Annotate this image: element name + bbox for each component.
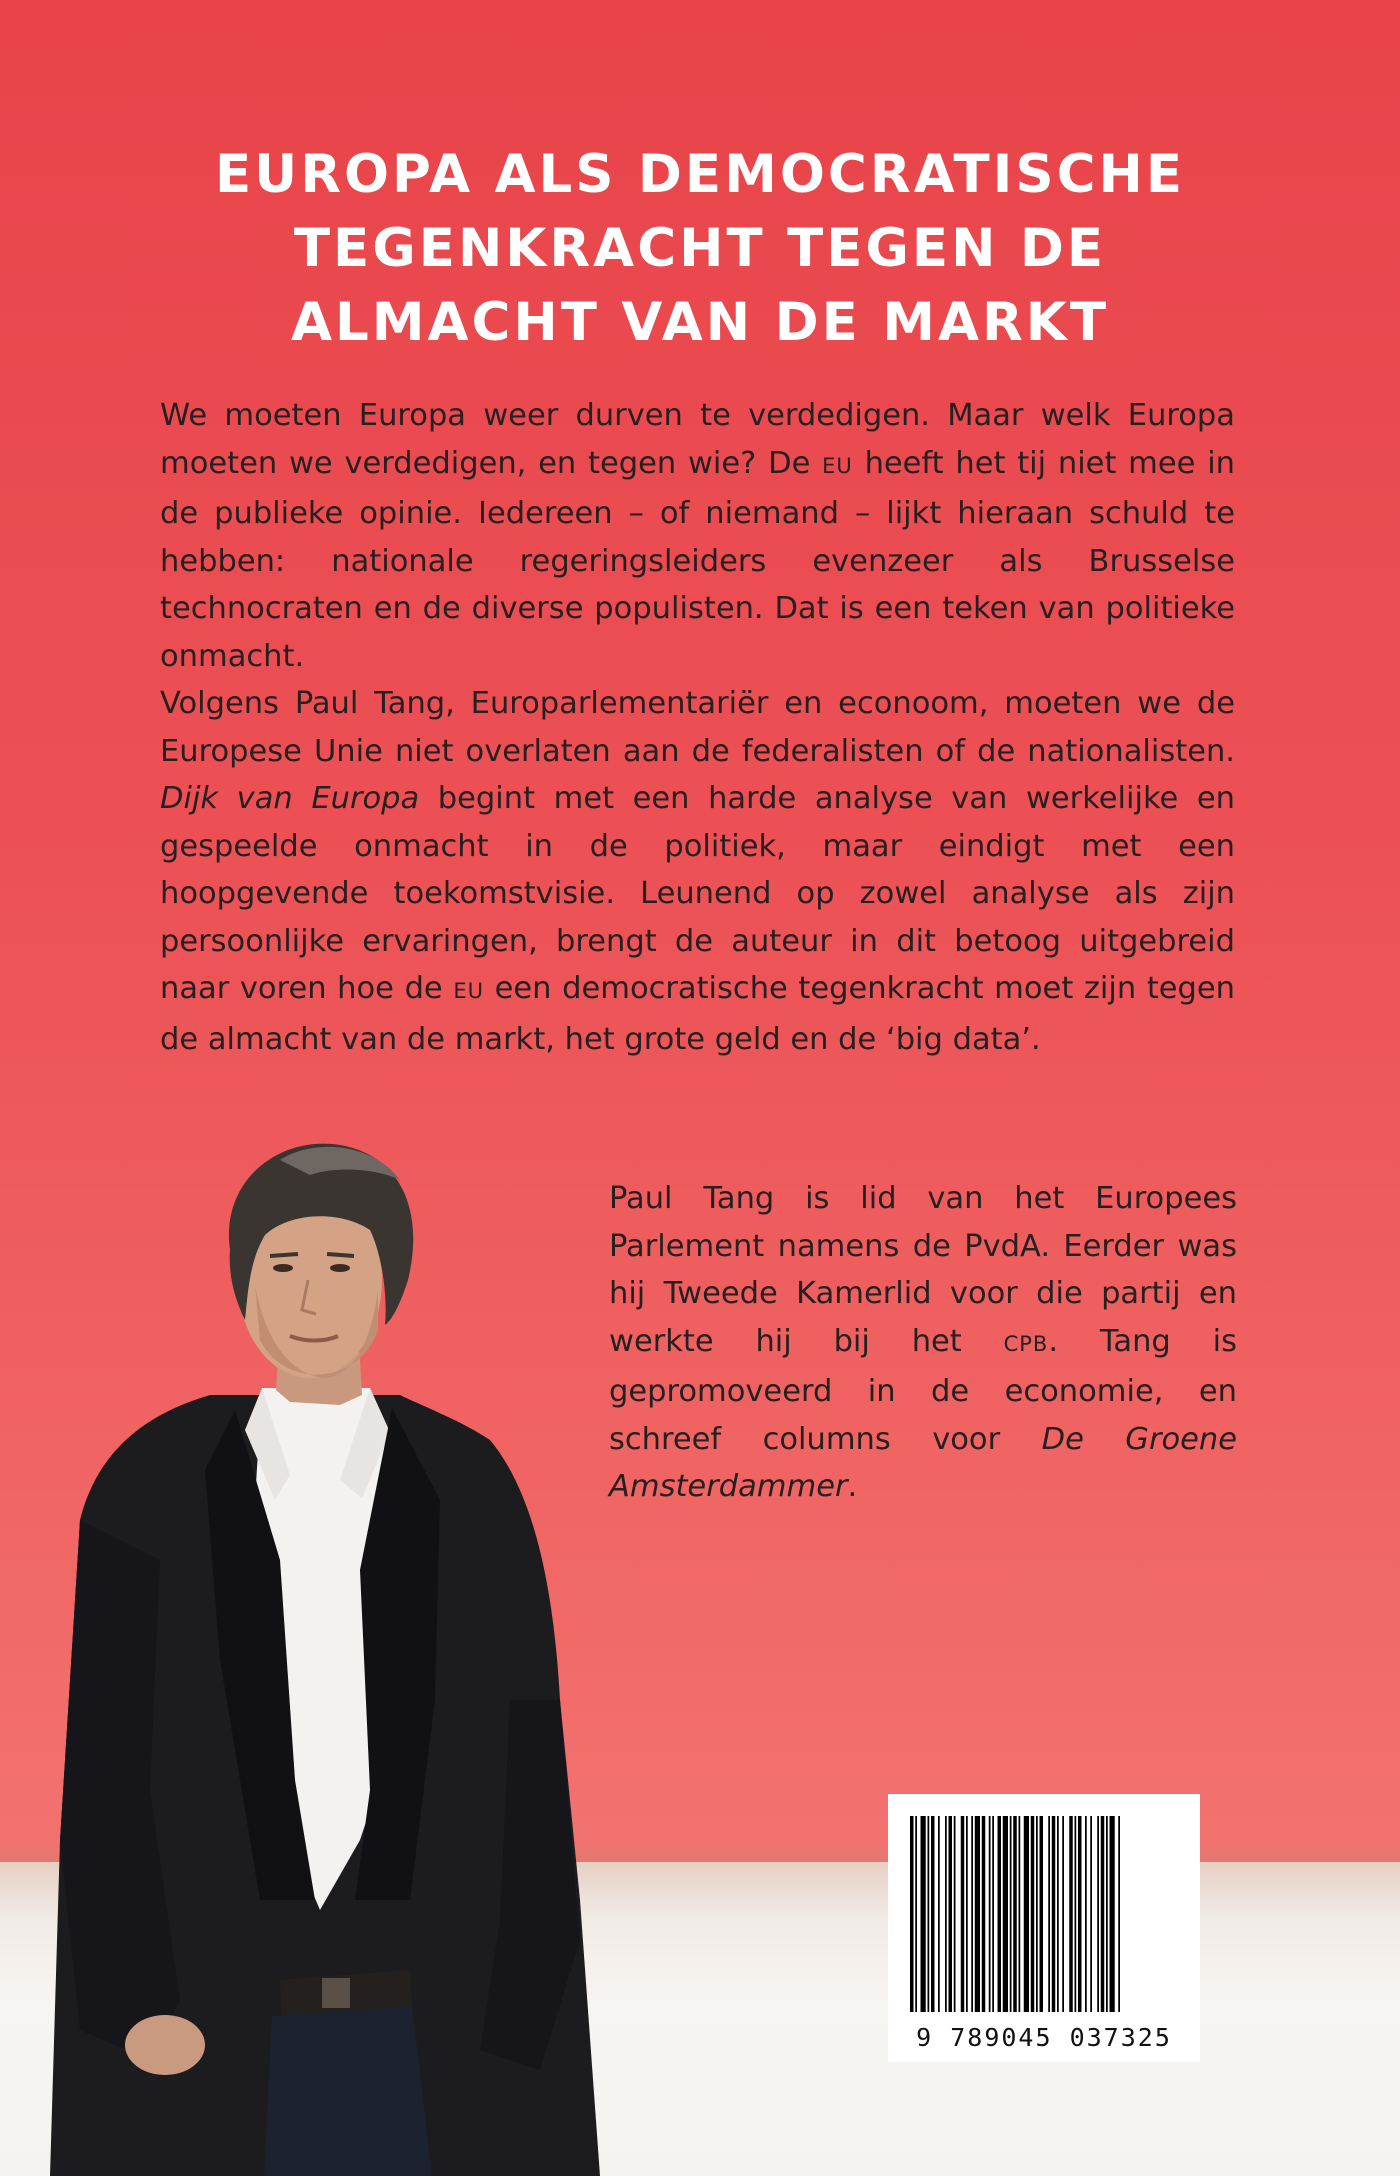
barcode-stripe (1085, 1816, 1087, 2012)
blurb-p1-text-b: heeft het tij niet mee in de publieke opinie. Iedereen – of niemand – lijkt hieraan schuld te hebben: nationale regeringsleiders evenzeer als Brusselse technocraten en de diverse populisten. Dat is een teken van politieke onmacht. (160, 445, 1235, 674)
barcode-stripe (1019, 1816, 1021, 2012)
cpb-abbreviation: CPB (1003, 1331, 1049, 1356)
barcode-stripe (998, 1816, 1002, 2012)
barcode-stripe (971, 1816, 973, 2012)
magazine-title: De Groene Amsterdammer (609, 1421, 1237, 1504)
barcode-stripe (928, 1816, 930, 2012)
barcode-stripe (1031, 1816, 1035, 2012)
book-title: Dijk van Europa (160, 781, 420, 816)
barcode-stripe (1024, 1816, 1029, 2012)
blurb-p1-text-a: We moeten Europa weer durven te verdedigen. Maar welk Europa moeten we verdedigen, en tegen wie? De (160, 398, 1235, 481)
barcode-stripe (921, 1816, 926, 2012)
bio-text-a: Paul Tang is lid van het Europees Parlement namens de PvdA. Eerder was hij Tweede Kamerlid voor die partij en werkte hij bij het (609, 1181, 1237, 1359)
barcode-stripe (1013, 1816, 1017, 2012)
blurb-p2-text-c: een democratische tegenkracht moet zijn tegen de almacht van de markt, het grote geld en de ‘big data’. (160, 971, 1236, 1057)
isbn-number: 9 789045 037325 (916, 2023, 1172, 2052)
headline (140, 138, 1260, 360)
blurb-paragraph-1 (160, 392, 1235, 680)
barcode-stripe (982, 1816, 986, 2012)
eu-abbreviation: EU (453, 979, 484, 1003)
author-bio (609, 1175, 1237, 1511)
barcode-stripe (949, 1816, 953, 2012)
author-photo (40, 1140, 600, 2176)
barcode-stripe (975, 1816, 980, 2012)
eu-abbreviation: EU (822, 453, 853, 478)
barcode-stripe (1036, 1816, 1038, 2012)
barcode-stripe (1106, 1816, 1108, 2012)
author-bio-text (609, 1175, 1237, 1511)
barcode-stripe (1069, 1816, 1073, 2012)
blurb-paragraph-2 (160, 680, 1235, 1063)
barcode-stripe (966, 1816, 968, 2012)
barcode-stripe (961, 1816, 965, 2012)
barcode-stripe (954, 1816, 956, 2012)
barcode-stripe (1040, 1816, 1044, 2012)
barcode-stripe (1101, 1816, 1105, 2012)
barcode-stripe (1057, 1816, 1059, 2012)
barcode-stripe (1075, 1816, 1077, 2012)
barcode-stripe (938, 1816, 940, 2012)
barcode-stripe (945, 1816, 947, 2012)
barcode-stripe (1048, 1816, 1050, 2012)
barcode-stripe (915, 1816, 917, 2012)
barcode-stripe (1078, 1816, 1082, 2012)
blurb (160, 392, 1235, 1063)
barcode-bars (910, 1816, 1178, 2012)
barcode-stripe (1052, 1816, 1056, 2012)
blurb-p2-text-a: Volgens Paul Tang, Europarlementariër en econoom, moeten we de Europese Unie niet overlaten aan de federalisten of de nationalisten. (160, 686, 1235, 769)
barcode-stripe (1062, 1816, 1064, 2012)
barcode-stripe (1110, 1816, 1115, 2012)
headline-line-3: ALMACHT VAN DE MARKT (290, 292, 1110, 353)
headline-line-1: EUROPA ALS DEMOCRATISCHE (214, 144, 1186, 205)
barcode-stripe (931, 1816, 935, 2012)
bio-text-b: . Tang is gepromoveerd in de economie, en schreef columns voor (609, 1323, 1237, 1457)
headline-line-2: TEGENKRACHT TEGEN DE (293, 218, 1107, 279)
barcode (888, 1794, 1200, 2062)
barcode-stripe (992, 1816, 994, 2012)
barcode-stripe (1010, 1816, 1012, 2012)
barcode-stripe (1118, 1816, 1120, 2012)
barcode-stripe (910, 1816, 914, 2012)
barcode-stripe (1097, 1816, 1099, 2012)
barcode-stripe (989, 1816, 991, 2012)
bio-text-c: . (847, 1469, 858, 1504)
blurb-p2-text-b: begint met een harde analyse van werkelijke en gespeelde onmacht in de politiek, maar eindigt met een hoopgevende toekomstvisie. Leunend op zowel analyse als zijn persoonlijke ervaringen, brengt de auteur in dit betoog uitgebreid naar voren hoe de (160, 781, 1235, 1006)
barcode-stripe (1003, 1816, 1008, 2012)
barcode-stripe (1090, 1816, 1092, 2012)
